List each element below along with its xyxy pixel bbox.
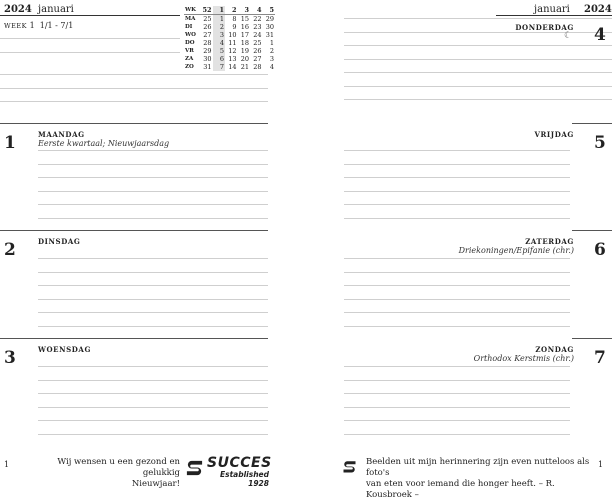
mini-cal-date: 14 xyxy=(228,63,237,71)
mini-cal-head: 5 xyxy=(263,6,276,15)
writing-line xyxy=(344,99,612,100)
mini-cal-head: 52 xyxy=(200,6,213,15)
writing-line xyxy=(38,299,268,300)
mini-cal-date: 1 xyxy=(213,15,226,24)
brand-name: SUCCES xyxy=(207,455,272,471)
day-name: DINSDAG xyxy=(38,237,81,246)
mini-cal-date: 4 xyxy=(269,63,274,71)
writing-line xyxy=(38,326,268,327)
writing-line xyxy=(344,177,570,178)
mini-cal-dayname: VR xyxy=(185,48,194,54)
writing-line xyxy=(344,380,570,381)
writing-line xyxy=(344,45,612,46)
mini-cal-date: 18 xyxy=(240,39,249,47)
mini-cal-date: 1 xyxy=(269,39,274,47)
mini-cal-date: 29 xyxy=(265,15,274,23)
quote-line: Wij wensen u een gezond en gelukkig xyxy=(57,457,180,478)
writing-line xyxy=(344,285,570,286)
writing-line xyxy=(38,285,268,286)
mini-cal-date: 3 xyxy=(269,55,274,63)
writing-line xyxy=(344,72,612,73)
quote-line: van eten voor iemand die honger heeft. – R. Kousbroek – xyxy=(366,479,555,500)
writing-line xyxy=(344,258,570,259)
mini-calendar-row xyxy=(184,55,275,63)
day-name: ZONDAG xyxy=(535,345,574,354)
writing-line xyxy=(344,59,612,60)
writing-line xyxy=(38,380,268,381)
day-number: 7 xyxy=(594,348,606,368)
mini-cal-date: 15 xyxy=(240,15,249,23)
mini-cal-date: 27 xyxy=(203,31,212,39)
mini-cal-date: 17 xyxy=(240,31,249,39)
writing-line xyxy=(344,86,612,87)
day-name: VRIJDAG xyxy=(534,130,574,139)
day-number: 5 xyxy=(594,133,606,153)
mini-cal-date: 25 xyxy=(253,39,262,47)
mini-cal-date: 30 xyxy=(203,55,212,63)
mini-cal-date: 4 xyxy=(213,39,226,47)
mini-cal-dayname: ZO xyxy=(185,64,194,70)
mini-calendar xyxy=(184,6,275,71)
day-number: 1 xyxy=(4,133,16,153)
succes-logo-icon xyxy=(185,458,204,477)
mini-cal-head: 1 xyxy=(213,6,226,15)
mini-cal-date: 31 xyxy=(203,63,212,71)
mini-cal-head: WK xyxy=(184,6,200,15)
writing-line xyxy=(344,366,570,367)
writing-line xyxy=(344,299,570,300)
footer-quote xyxy=(36,457,180,490)
mini-cal-date: 9 xyxy=(232,23,237,31)
succes-logo-icon xyxy=(342,459,357,474)
writing-line xyxy=(344,164,570,165)
right-page xyxy=(336,0,612,500)
mini-cal-date: 16 xyxy=(240,23,249,31)
mini-cal-date: 28 xyxy=(253,63,262,71)
quote-line: Beelden uit mijn herinnering zijn even nutteloos als foto's xyxy=(366,457,590,478)
writing-line xyxy=(38,434,268,435)
writing-line xyxy=(0,52,180,53)
mini-cal-date: 28 xyxy=(203,39,212,47)
writing-line xyxy=(38,218,268,219)
writing-line xyxy=(344,326,570,327)
day-number: 2 xyxy=(4,240,16,260)
writing-line xyxy=(38,150,268,151)
writing-line xyxy=(38,164,268,165)
page-number: 1 xyxy=(598,460,604,469)
footer-quote xyxy=(366,457,592,501)
writing-line xyxy=(38,407,268,408)
mini-cal-date: 27 xyxy=(253,55,262,63)
writing-line xyxy=(0,74,268,75)
mini-calendar-body xyxy=(184,15,275,72)
year-label: 2024 xyxy=(584,4,612,15)
page-number: 1 xyxy=(4,460,10,469)
writing-line xyxy=(38,258,268,259)
day-number: 4 xyxy=(594,25,606,45)
week-label xyxy=(4,21,73,30)
writing-line xyxy=(344,393,570,394)
writing-line xyxy=(344,434,570,435)
week-number: 1 xyxy=(29,21,35,30)
writing-line xyxy=(38,366,268,367)
mini-cal-date: 2 xyxy=(269,47,274,55)
mini-cal-dayname: WO xyxy=(185,32,196,38)
mini-cal-date: 26 xyxy=(253,47,262,55)
writing-line xyxy=(0,38,180,39)
mini-cal-date: 13 xyxy=(228,55,237,63)
mini-cal-date: 19 xyxy=(240,47,249,55)
writing-line xyxy=(38,177,268,178)
day-separator xyxy=(0,230,268,231)
mini-calendar-row xyxy=(184,39,275,47)
mini-cal-dayname: DI xyxy=(185,24,193,30)
mini-cal-dayname: DO xyxy=(185,40,195,46)
mini-cal-date: 2 xyxy=(213,23,226,31)
mini-cal-date: 29 xyxy=(203,47,212,55)
writing-line xyxy=(38,393,268,394)
header-rule xyxy=(0,15,180,16)
mini-cal-dayname: ZA xyxy=(185,56,194,62)
day-separator xyxy=(572,338,612,339)
mini-cal-date: 6 xyxy=(213,55,226,63)
month-label: januari xyxy=(534,4,570,15)
moon-phase-icon: ☾ xyxy=(564,31,573,41)
year-label: 2024 xyxy=(4,4,32,15)
writing-line xyxy=(38,272,268,273)
month-label: januari xyxy=(38,4,74,15)
quote-line: Nieuwjaar! xyxy=(131,479,180,489)
week-word: WEEK xyxy=(4,22,28,30)
holiday-text: Eerste kwartaal; Nieuwjaarsdag xyxy=(38,139,170,148)
brand-logo xyxy=(207,455,272,488)
day-separator xyxy=(0,123,268,124)
writing-line xyxy=(344,150,570,151)
mini-cal-dayname: MA xyxy=(185,16,196,22)
day-name: DONDERDAG xyxy=(515,23,574,32)
writing-line xyxy=(344,407,570,408)
mini-cal-date: 11 xyxy=(228,39,237,47)
writing-line xyxy=(38,204,268,205)
day-number: 3 xyxy=(4,348,16,368)
mini-cal-date: 5 xyxy=(213,47,226,55)
mini-calendar-row xyxy=(184,31,275,39)
header-rule xyxy=(496,15,612,16)
mini-cal-date: 21 xyxy=(240,63,249,71)
writing-line xyxy=(0,101,268,102)
mini-calendar-row xyxy=(184,63,275,71)
mini-cal-date: 31 xyxy=(265,31,274,39)
holiday-text: Driekoningen/Epifanie (chr.) xyxy=(458,246,574,255)
writing-line xyxy=(344,204,570,205)
mini-cal-date: 8 xyxy=(232,15,237,23)
day-name: ZATERDAG xyxy=(525,237,574,246)
day-separator xyxy=(0,338,268,339)
day-name: MAANDAG xyxy=(38,130,85,139)
mini-cal-date: 7 xyxy=(213,63,226,71)
mini-calendar-row xyxy=(184,23,275,31)
day-separator xyxy=(572,230,612,231)
mini-cal-date: 26 xyxy=(203,23,212,31)
mini-calendar-row xyxy=(184,15,275,24)
mini-cal-date: 10 xyxy=(228,31,237,39)
day-number: 6 xyxy=(594,240,606,260)
mini-calendar-row xyxy=(184,47,275,55)
writing-line xyxy=(344,191,570,192)
mini-cal-date: 23 xyxy=(253,23,262,31)
mini-cal-date: 12 xyxy=(228,47,237,55)
writing-line xyxy=(344,18,612,19)
day-name: WOENSDAG xyxy=(38,345,92,354)
mini-cal-date: 20 xyxy=(240,55,249,63)
day-separator xyxy=(572,123,612,124)
mini-cal-date: 3 xyxy=(213,31,226,39)
page-gutter xyxy=(276,0,336,480)
writing-line xyxy=(344,420,570,421)
writing-line xyxy=(0,88,268,89)
writing-line xyxy=(38,191,268,192)
holiday-text: Orthodox Kerstmis (chr.) xyxy=(473,354,574,363)
mini-calendar-head xyxy=(184,6,275,15)
writing-line xyxy=(344,218,570,219)
left-page xyxy=(0,0,276,489)
mini-cal-date: 30 xyxy=(265,23,274,31)
mini-cal-head: 4 xyxy=(250,6,263,15)
mini-cal-head: 2 xyxy=(225,6,238,15)
mini-cal-date: 22 xyxy=(253,15,262,23)
writing-line xyxy=(344,312,570,313)
writing-line xyxy=(344,272,570,273)
week-range: 1/1 - 7/1 xyxy=(39,21,74,30)
mini-cal-date: 25 xyxy=(203,15,212,23)
mini-cal-date: 24 xyxy=(253,31,262,39)
brand-tagline: Established 1928 xyxy=(219,470,269,488)
writing-line xyxy=(38,312,268,313)
mini-cal-head: 3 xyxy=(238,6,251,15)
writing-line xyxy=(38,420,268,421)
